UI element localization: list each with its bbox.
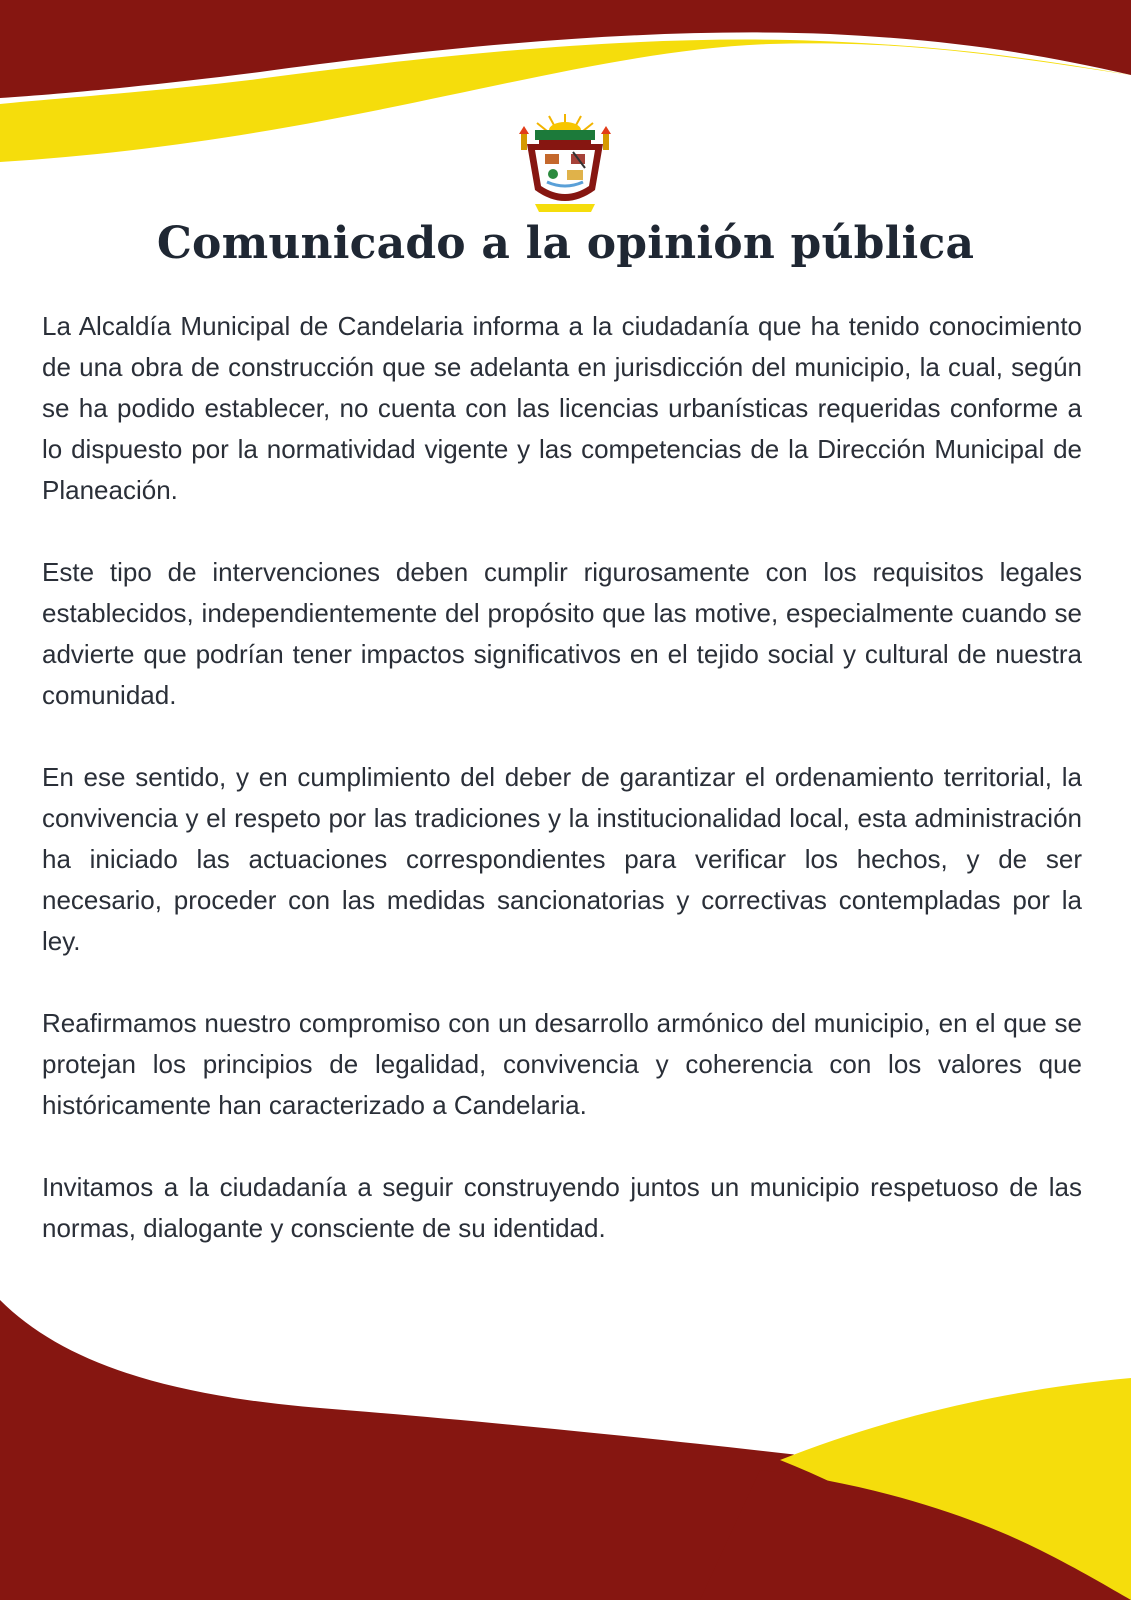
paragraph: Reafirmamos nuestro compromiso con un desarrollo armónico del municipio, en el que se protejan los principios de legalidad, convivencia y coherencia con los valores que históricamente han caracterizado a Candelaria. bbox=[42, 1008, 1082, 1120]
paragraph: En ese sentido, y en cumplimiento del deber de garantizar el ordenamiento territorial, la convivencia y el respeto por las tradiciones y la institucionalidad local, esta administración ha iniciado las actuaciones correspondientes para verificar los hechos, y de ser necesario, proceder con las medidas sancionatorias y correctivas contempladas por la ley. bbox=[42, 762, 1082, 956]
announcement-body bbox=[42, 306, 1082, 1290]
paragraph: La Alcaldía Municipal de Candelaria informa a la ciudadanía que ha tenido conocimiento de una obra de construcción que se adelanta en jurisdicción del municipio, la cual, según se ha podido establecer, no cuenta con las licencias urbanísticas requeridas conforme a lo dispuesto por la normatividad vigente y las competencias de la Dirección Municipal de Planeación. bbox=[42, 311, 1082, 505]
municipal-coat-of-arms-icon bbox=[515, 112, 615, 222]
page-title: Comunicado a la opinión pública bbox=[156, 218, 975, 269]
paragraph: Invitamos a la ciudadanía a seguir construyendo juntos un municipio respetuoso de las normas, dialogante y consciente de su identidad. bbox=[42, 1172, 1082, 1243]
paragraph: Este tipo de intervenciones deben cumplir rigurosamente con los requisitos legales establecidos, independientemente del propósito que las motive, especialmente cuando se advierte que podrían tener impactos significativos en el tejido social y cultural de nuestra comunidad. bbox=[42, 557, 1082, 710]
bottom-wave-decoration bbox=[0, 1300, 1131, 1600]
